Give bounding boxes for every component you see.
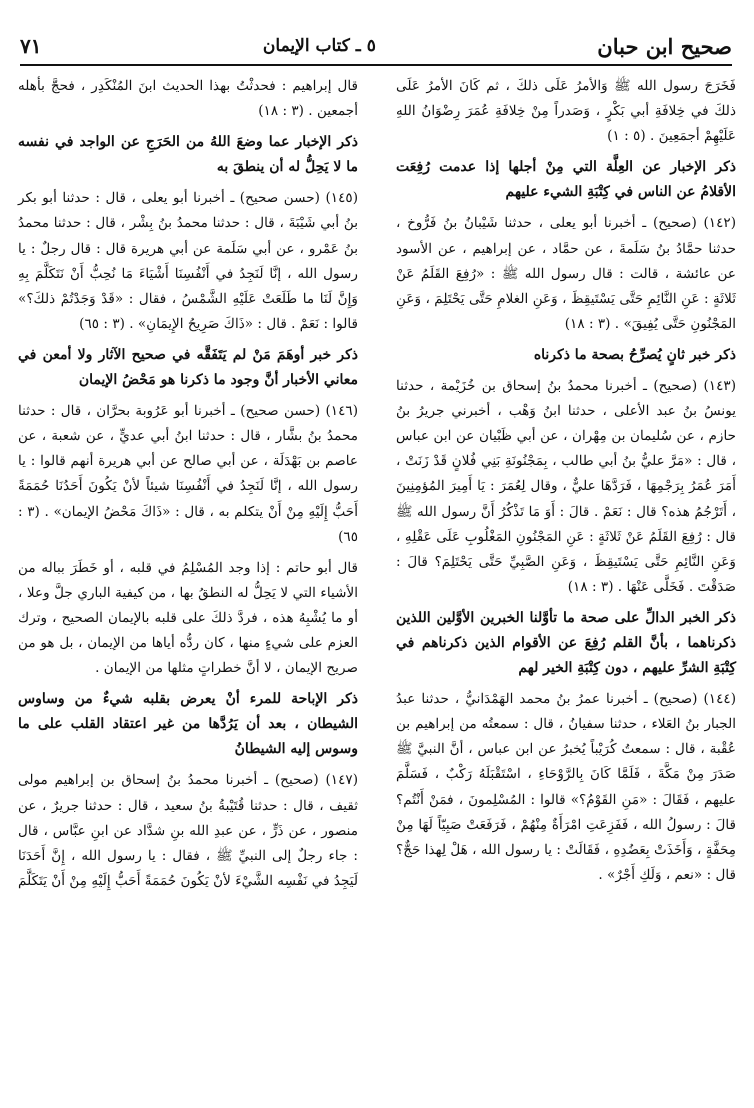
section-heading: ذكر الإخبار عما وضعَ اللهُ من الحَرَجِ عن الواجد في نفسه ما لا يَحِلُّ له أن ينطقَ به: [18, 134, 358, 176]
book-title: صحيح ابن حبان: [597, 33, 732, 59]
hadith-paragraph: قال إبراهيم : فحدثْتُ بهذا الحديث ابنَ المُنْكَدِر ، فحجَّ بأهله أجمعين . (٣ : ١٨): [18, 78, 358, 120]
hadith-paragraph: فَخَرَجَ رسول الله ﷺ وَالأمرُ عَلَى ذلكَ ، ثم كَانَ الأمرُ عَلَى ذلكَ في خِلافَةِ أبي بَكْرٍ ، وَصَدراً مِنْ خِلافَةِ عُمَرَ رِضْوَانُ اللهِ عَلَيْهِمْ أجمَعِينَ . (٥ : ١): [396, 78, 736, 145]
hadith-paragraph: (١٤٢) (صحيح) ـ أخبرنا أبو يعلى ، حدثنا شَيْبانُ بنُ فَرُّوخ ، حدثنا حمَّادُ بنُ سَلَمةَ ، عن حمَّاد ، عن إبراهيم ، عن الأسود عن عائشة ، قالت : قال رسول الله ﷺ : «رُفِعَ القَلَمُ عَنْ ثَلاثَةٍ : عَنِ النَّائِمِ حَتَّى يَسْتَيقِظَ ، وَعَنِ الغلامِ حَتَّى يَحْتَلِمَ ، وَعَنِ المَجْنُونِ حَتَّى يُفِيقَ» . (٣ : ١٨): [396, 215, 736, 332]
page-header: [20, 28, 732, 66]
hadith-paragraph: (١٤٤) (صحيح) ـ أخبرنا عمرُ بنُ محمد الهَمْدَانيُّ ، حدثنا عبدُ الجبار بنُ العَلاء ، حدثنا سفيانُ ، قال : سمعتُه من إبراهيم بن عُقْبة ، قال : سمعتُ كُرَيْباً يُخبرُ عن ابن عباس ، أنَّ النبيَّ ﷺ صَدَرَ مِنْ مَكَّةَ ، فَلَمَّا كَانَ بِالرَّوْحَاءِ ، اسْتَقْبَلَهُ رَكْبٌ ، فَسَلَّمَ عليهم ، فَقَالَ : «مَنِ القَوْمُ؟» قالوا : المُسْلِمونَ ، فمَنْ أَنْتُم؟ قالَ : رسولُ الله ، فَفَزِعَتِ امْرَأَةٌ مِنْهُمْ ، فَرَفَعَتْ صَبِيّاً لَهَا مِنْ مِحَفَّةٍ ، وَأَخَذَتْ بِعَضُدِهِ ، فَقَالَتْ : يا رسول الله ، هَلْ لِهذا حَجٌّ؟ قال : «نعم ، وَلَكِ أَجْرٌ» .: [396, 691, 736, 883]
page-number: ٧١: [20, 34, 42, 58]
hadith-paragraph: (١٤٣) (صحيح) ـ أخبرنا محمدُ بنُ إسحاق بن خُزَيْمة ، حدثنا يونسُ بنُ عبد الأعلى ، حدثنا ابنُ وَهْب ، أخبرني جريرُ بنُ حازم ، عن سُليمان بن مِهْران ، عن أبي ظَبْيان عن ابن عباس ، قال : «مَرَّ عليُّ بنُ أبي طالب ، بِمَجْنُونَةِ بَنِي فُلانٍ قَدْ زَنَتْ ، أَمَرَ عُمَرُ بِرَجْمِهَا ، فَرَدَّهَا عليٌّ ، وقال لِعُمَرَ : يَا أَمِيرَ المُؤمِنِينَ ، أَتَرْجُمُ هذه؟ قال : نَعَمْ . قالَ : أَوَ مَا تَذْكُرُ أَنَّ رسول الله ﷺ قال : رُفِعَ القَلَمُ عَنْ ثَلاثَةٍ : عَنِ المَجْنُونِ المَغْلُوبِ عَلَى عَقْلِهِ ، وَعَنِ النَّائِمِ حَتَّى يَسْتَيقِظَ ، وَعَنِ الصَّبِيِّ حَتَّى يَحْتَلِمَ؟ قالَ : صَدَقْتَ . فَخَلَّى عَنْهَا . (٣ : ١٨): [396, 378, 736, 595]
section-heading: ذكر خبر ثانٍ يُصرِّحُ بصحة ما ذكرناه: [533, 346, 736, 363]
chapter-title: ٥ ـ كتاب الإيمان: [262, 36, 376, 56]
hadith-paragraph: (١٤٥) (حسن صحيح) ـ أخبرنا أبو يعلى ، قال : حدثنا أبو بكر بنُ أبي شَيْبَةَ ، قال : حدثنا محمدُ بنُ بِشْر ، قال : حدثنا محمدُ بنُ عَمْرو ، عن أبي سَلَمة عن أبي هريرة قال : قال رجلٌ : يا رسول الله ، إنَّا لَنَجِدُ في أَنْفُسِنَا أَشْيَاءَ مَا نُحِبُّ أَنْ نَتَكَلَّمَ بِهِ وَإِنَّ لَنَا ما طَلَعَتْ عَلَيْهِ الشَّمْسُ ، فقال : «قَدْ وَجَدْتُمْ ذلكَ؟» قالوا : نَعَمْ . قال : «ذَاكَ صَرِيحُ الإِيمَانِ» . (٣ : ٦٥): [18, 190, 358, 332]
left-column: [18, 74, 358, 900]
section-heading: ذكر الإخبار عن العِلَّة التي مِنْ أجلها إذا عدمت رُفِعَت الأقلامُ عن الناس في كِتْبَةِ الشيء عليهم: [396, 159, 736, 201]
right-column: [396, 74, 736, 894]
section-heading: ذكر الإباحة للمرء أنْ يعرض بقلبه شيءٌ من وساوس الشيطان ، بعد أن يَرُدَّها من غير اعتقاد القلب على ما وسوس إليه الشيطانُ: [18, 691, 358, 758]
section-heading: ذكر خبر أوهَمَ مَنْ لم يَتَفَقَّه في صحيح الآثار ولا أمعن في معاني الأخبار أنَّ وجود ما ذكرنا هو مَحْضُ الإيمان: [18, 346, 358, 389]
hadith-paragraph: قال أبو حاتم : إذا وجد المُسْلِمُ في قلبه ، أو خَطَرَ بباله من الأشياء التي لا يَحِلُّ له النطقُ بها ، من كيفية الباري جلَّ وعلا ، أو ما يُشْبِهُ هذه ، فردَّ ذلكَ على قلبه بالإيمان الصحيح ، وترك العزم على شيءٍ منها ، كان ردُّه أياها من الإيمان ، بل هو من صريح الإيمان ، لا أنَّ خطراتٍ مثلها من الإيمان .: [18, 559, 358, 677]
hadith-paragraph: (١٤٦) (حسن صحيح) ـ أخبرنا أبو عَرُوبة بحرَّان ، قال : حدثنا محمدُ بنُ بشَّار ، قال : حدثنا ابنُ أبي عديٍّ ، عن شعبة ، عن عاصم بن بَهْدَلَة ، عن أبي صالح عن أبي هريرة أنهم قالوا : يا رسول الله ، إنَّا لَنَجِدُ في أَنْفُسِنَا شيئاً لأنْ يَكُونَ أَحَدُنَا حُمَمَةً أَحَبُّ إِلَيْهِ مِنْ أَنْ يتكلم به ، قال : «ذَاكَ مَحْضُ الإيمان» . (٣ : ٦٥): [18, 403, 358, 545]
hadith-paragraph: (١٤٧) (صحيح) ـ أخبرنا محمدُ بنُ إسحاق بن إبراهيم مولى ثقيف ، قال : حدثنا قُتَيْبةُ بنُ سعيد ، قال : حدثنا جريرٌ ، عن منصور ، عن ذَرٍّ ، عن عبدِ الله بنِ شدَّاد عن ابنِ عبَّاس ، قال : جاء رجلٌ إلى النبيِّ ﷺ ، فقال : يا رسول الله ، إِنَّ أَحَدَنَا لَيَجِدُ في نَفْسِه الشَّيْءَ لأنْ يَكُونَ حُمَمَةً أَحَبُّ إِلَيْهِ مِنْ أَنْ يَتَكَلَّمَ: [18, 772, 358, 889]
section-heading: ذكر الخبر الدالِّ على صحة ما تأوَّلنا الخبرين الأوَّلين اللذين ذكرناهما ، بأنَّ القلم رُفِعَ عن الأقوام الذين ذكرناهم في كِتْبَةِ الشرِّ عليهم ، دون كِتْبَةِ الخير لهم: [396, 609, 736, 677]
